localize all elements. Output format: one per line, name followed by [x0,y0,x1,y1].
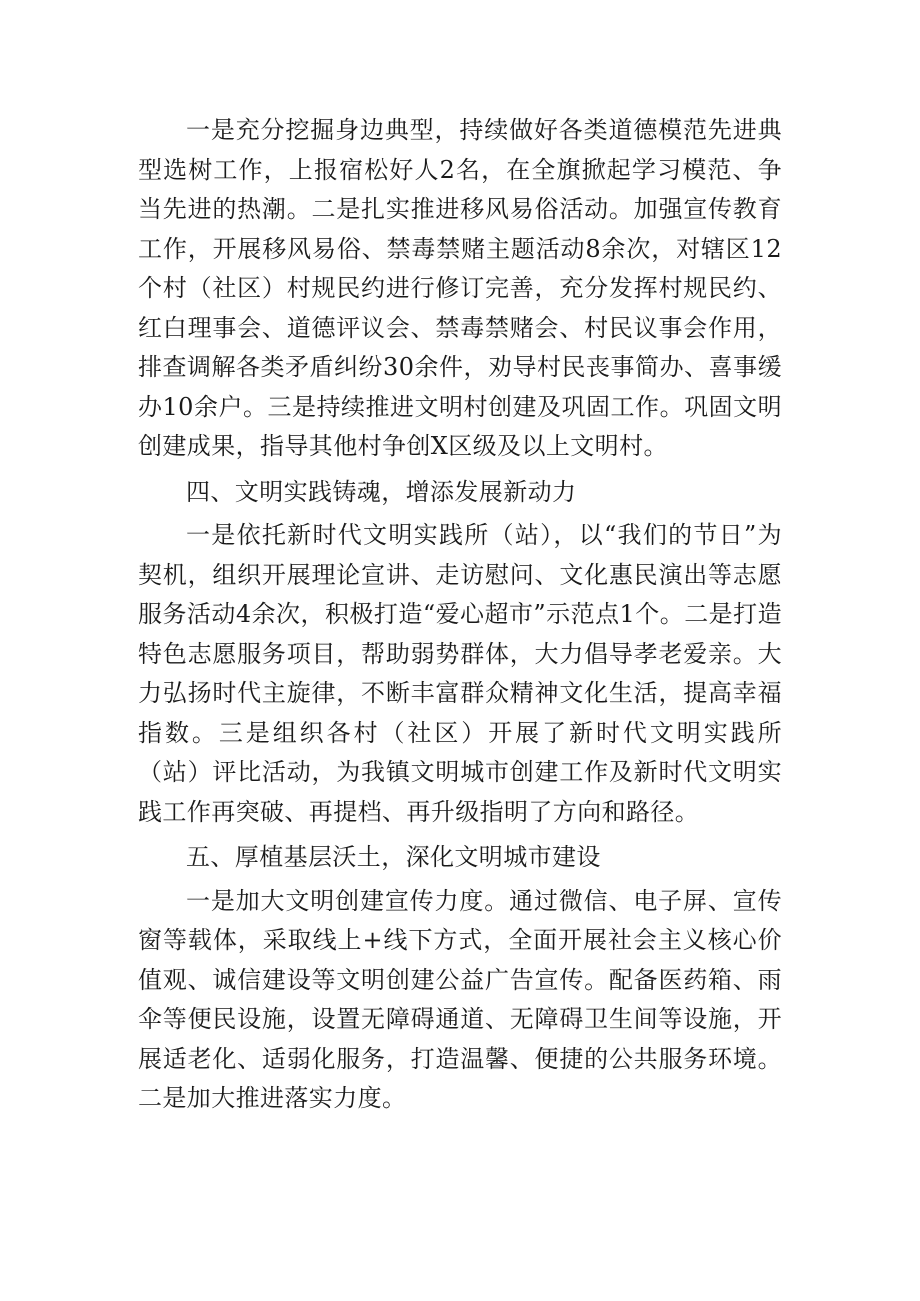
body-paragraph-2: 一是依托新时代文明实践所（站），以“我们的节日”为契机，组织开展理论宣讲、走访慰问、文化惠民演出等志愿服务活动4余次，积极打造“爱心超市”示范点1个。二是打造特色志愿服务项目，帮助弱势群体，大力倡导孝老爱亲。大力弘扬时代主旋律，不断丰富群众精神文化生活，提高幸福指数。三是组织各村（社区）开展了新时代文明实践所（站）评比活动，为我镇文明城市创建工作及新时代文明实践工作再突破、再提档、再升级指明了方向和路径。 [138,521,782,826]
body-paragraph-1: 一是充分挖掘身边典型，持续做好各类道德模范先进典型选树工作，上报宿松好人2名，在全旗掀起学习模范、争当先进的热潮。二是扎实推进移风易俗活动。加强宣传教育工作，开展移风易俗、禁毒禁赌主题活动8余次，对辖区12个村（社区）村规民约进行修订完善，充分发挥村规民约、红白理事会、道德评议会、禁毒禁赌会、村民议事会作用，排查调解各类矛盾纠纷30余件，劝导村民丧事简办、喜事缓办10余户。三是持续推进文明村创建及巩固工作。巩固文明创建成果，指导其他村争创X区级及以上文明村。 [138,116,782,460]
section-heading-5: 五、厚植基层沃土，深化文明城市建设 [186,843,601,871]
body-paragraph-3: 一是加大文明创建宣传力度。通过微信、电子屏、宣传窗等载体，采取线上+线下方式，全面开展社会主义核心价值观、诚信建设等文明创建公益广告宣传。配备医药箱、雨伞等便民设施，设置无障碍通道、无障碍卫生间等设施，开展适老化、适弱化服务，打造温馨、便捷的公共服务环境。二是加大推进落实力度。 [138,886,782,1112]
section-heading-4: 四、文明实践铸魂，增添发展新动力 [186,477,577,506]
